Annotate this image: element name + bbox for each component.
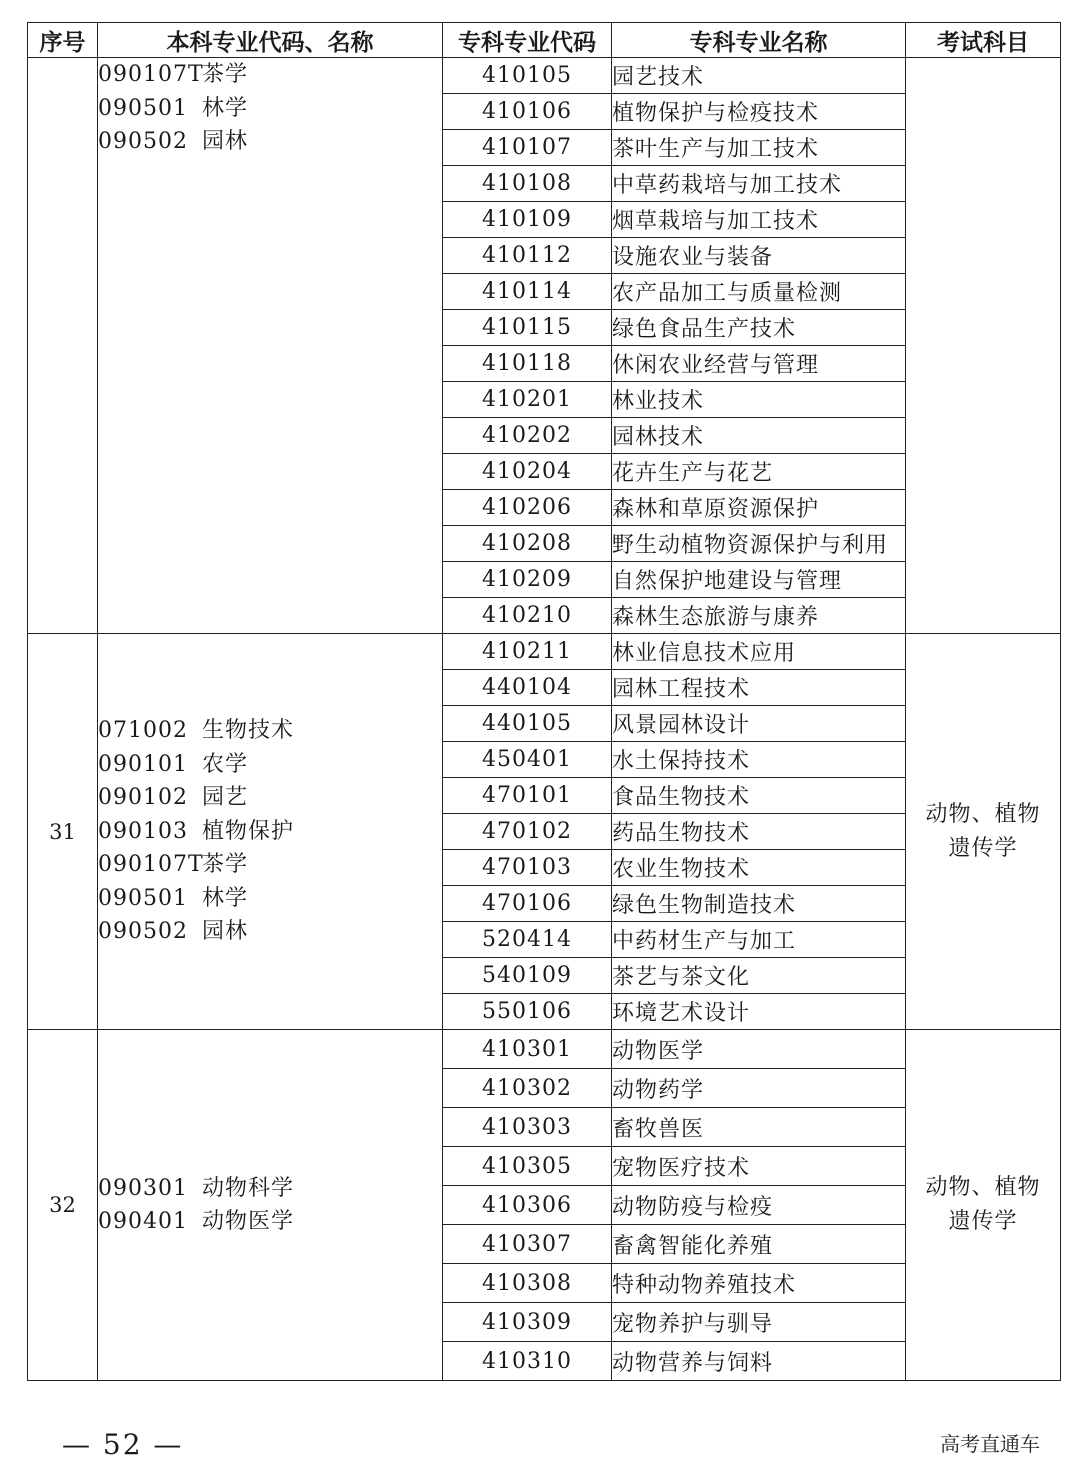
bachelor-name: 植物保护 (202, 818, 295, 844)
bachelor-code: 090502 (98, 919, 188, 945)
bachelor-name: 动物医学 (202, 1209, 295, 1234)
table-row (28, 58, 1061, 94)
specialty-code: 470103 (443, 850, 612, 886)
specialty-code: 410109 (443, 202, 612, 238)
bachelor-major (98, 58, 442, 92)
bachelor-name: 林学 (202, 95, 249, 121)
bachelor-name: 动物科学 (202, 1175, 295, 1201)
exam-subject-cell (906, 1030, 1061, 1381)
specialty-code: 470102 (443, 814, 612, 850)
bachelor-name: 园艺 (202, 785, 249, 811)
specialty-code: 440104 (443, 670, 612, 706)
specialty-code: 440105 (443, 706, 612, 742)
bachelor-major (98, 1172, 442, 1206)
exam-subject-cell (906, 58, 1061, 634)
exam-subject-cell (906, 634, 1061, 1030)
specialty-code: 410107 (443, 130, 612, 166)
specialty-code: 410201 (443, 382, 612, 418)
bachelor-name: 园林 (202, 919, 249, 945)
specialty-name: 食品生物技术 (612, 778, 906, 814)
bachelor-major (98, 815, 442, 849)
page-number: — 52 — (62, 1428, 184, 1461)
bachelor-code: 090107T (98, 852, 204, 878)
bachelor-code: 090103 (98, 818, 188, 844)
bachelor-code: 090401 (98, 1209, 188, 1234)
specialty-name: 休闲农业经营与管理 (612, 346, 906, 382)
bachelor-major (98, 781, 442, 815)
bachelor-major (98, 92, 442, 126)
specialty-code: 410210 (443, 598, 612, 634)
specialty-code: 450401 (443, 742, 612, 778)
header-row (28, 23, 1061, 58)
specialty-name: 野生动植物资源保护与利用 (612, 526, 906, 562)
specialty-name: 中药材生产与加工 (612, 922, 906, 958)
specialty-name: 中草药栽培与加工技术 (612, 166, 906, 202)
specialty-name: 森林生态旅游与康养 (612, 598, 906, 634)
bachelor-major (98, 125, 442, 159)
specialty-code: 410112 (443, 238, 612, 274)
specialty-name: 动物医学 (612, 1030, 906, 1069)
specialty-name: 园林工程技术 (612, 670, 906, 706)
specialty-code: 410206 (443, 490, 612, 526)
bachelor-code: 090501 (98, 95, 188, 121)
bachelor-cell (98, 1030, 443, 1381)
bachelor-code: 090101 (98, 751, 188, 777)
specialty-code: 410208 (443, 526, 612, 562)
specialty-name: 动物营养与饲料 (612, 1342, 906, 1381)
table-row (28, 634, 1061, 670)
specialty-code: 410306 (443, 1186, 612, 1225)
specialty-name: 风景园林设计 (612, 706, 906, 742)
bachelor-code: 071002 (98, 718, 188, 744)
seq-cell: 32 (28, 1030, 98, 1381)
specialty-code: 410310 (443, 1342, 612, 1381)
specialty-name: 植物保护与检疫技术 (612, 94, 906, 130)
specialty-name: 茶艺与茶文化 (612, 958, 906, 994)
specialty-name: 畜牧兽医 (612, 1108, 906, 1147)
specialty-name: 动物药学 (612, 1069, 906, 1108)
specialty-name: 农产品加工与质量检测 (612, 274, 906, 310)
specialty-name: 森林和草原资源保护 (612, 490, 906, 526)
specialty-name: 自然保护地建设与管理 (612, 562, 906, 598)
exam-subject-line: 遗传学 (948, 835, 1018, 861)
header-code: 专科专业代码 (443, 23, 612, 58)
specialty-name: 设施农业与装备 (612, 238, 906, 274)
specialty-code: 410308 (443, 1264, 612, 1303)
specialty-code: 410209 (443, 562, 612, 598)
specialty-code: 410202 (443, 418, 612, 454)
specialty-name: 林业信息技术应用 (612, 634, 906, 670)
exam-subject-line: 动物、植物 (925, 801, 1041, 827)
bachelor-major (98, 748, 442, 782)
bachelor-name: 茶学 (202, 62, 249, 87)
specialty-code: 410302 (443, 1069, 612, 1108)
exam-subject-line: 遗传学 (948, 1209, 1018, 1234)
specialty-name: 宠物养护与驯导 (612, 1303, 906, 1342)
specialty-name: 药品生物技术 (612, 814, 906, 850)
table-row (28, 1030, 1061, 1069)
header-seq: 序号 (28, 23, 98, 58)
specialty-name: 动物防疫与检疫 (612, 1186, 906, 1225)
specialty-name: 园林技术 (612, 418, 906, 454)
bachelor-cell (98, 634, 443, 1030)
specialty-code: 410309 (443, 1303, 612, 1342)
bachelor-name: 林学 (202, 885, 249, 911)
specialty-code: 410106 (443, 94, 612, 130)
specialty-code: 540109 (443, 958, 612, 994)
specialty-code: 410301 (443, 1030, 612, 1069)
specialty-name: 水土保持技术 (612, 742, 906, 778)
exam-subject-line: 动物、植物 (925, 1175, 1041, 1200)
header-subject: 考试科目 (906, 23, 1061, 58)
specialty-name: 宠物医疗技术 (612, 1147, 906, 1186)
bachelor-major (98, 882, 442, 916)
specialty-code: 410114 (443, 274, 612, 310)
specialty-code: 410211 (443, 634, 612, 670)
bachelor-name: 园林 (202, 129, 249, 154)
seq-cell (28, 58, 98, 634)
specialty-name: 烟草栽培与加工技术 (612, 202, 906, 238)
bachelor-cell (98, 58, 443, 634)
specialty-code: 410105 (443, 58, 612, 94)
specialty-name: 农业生物技术 (612, 850, 906, 886)
specialty-code: 410204 (443, 454, 612, 490)
seq-cell: 31 (28, 634, 98, 1030)
specialty-name: 环境艺术设计 (612, 994, 906, 1030)
specialty-code: 550106 (443, 994, 612, 1030)
specialty-name: 花卉生产与花艺 (612, 454, 906, 490)
specialty-code: 520414 (443, 922, 612, 958)
bachelor-code: 090107T (98, 62, 204, 87)
specialty-name: 畜禽智能化养殖 (612, 1225, 906, 1264)
bachelor-code: 090301 (98, 1175, 188, 1201)
specialty-code: 410303 (443, 1108, 612, 1147)
specialty-code: 470101 (443, 778, 612, 814)
major-table (27, 22, 1061, 1381)
specialty-code: 410115 (443, 310, 612, 346)
specialty-name: 林业技术 (612, 382, 906, 418)
header-name: 专科专业名称 (612, 23, 906, 58)
watermark: 高考直通车 (940, 1432, 1040, 1456)
bachelor-major (98, 915, 442, 949)
bachelor-major (98, 1205, 442, 1239)
specialty-code: 410118 (443, 346, 612, 382)
bachelor-name: 生物技术 (202, 718, 295, 744)
specialty-code: 410305 (443, 1147, 612, 1186)
specialty-name: 绿色生物制造技术 (612, 886, 906, 922)
specialty-name: 园艺技术 (612, 58, 906, 94)
bachelor-major (98, 848, 442, 882)
header-bachelor: 本科专业代码、名称 (98, 23, 443, 58)
bachelor-major (98, 714, 442, 748)
specialty-name: 特种动物养殖技术 (612, 1264, 906, 1303)
bachelor-code: 090502 (98, 129, 188, 154)
bachelor-name: 茶学 (202, 852, 249, 878)
table-body (28, 58, 1061, 1381)
specialty-code: 410307 (443, 1225, 612, 1264)
specialty-code: 470106 (443, 886, 612, 922)
bachelor-code: 090102 (98, 785, 188, 811)
specialty-code: 410108 (443, 166, 612, 202)
specialty-name: 绿色食品生产技术 (612, 310, 906, 346)
bachelor-code: 090501 (98, 885, 188, 911)
bachelor-name: 农学 (202, 751, 249, 777)
specialty-name: 茶叶生产与加工技术 (612, 130, 906, 166)
